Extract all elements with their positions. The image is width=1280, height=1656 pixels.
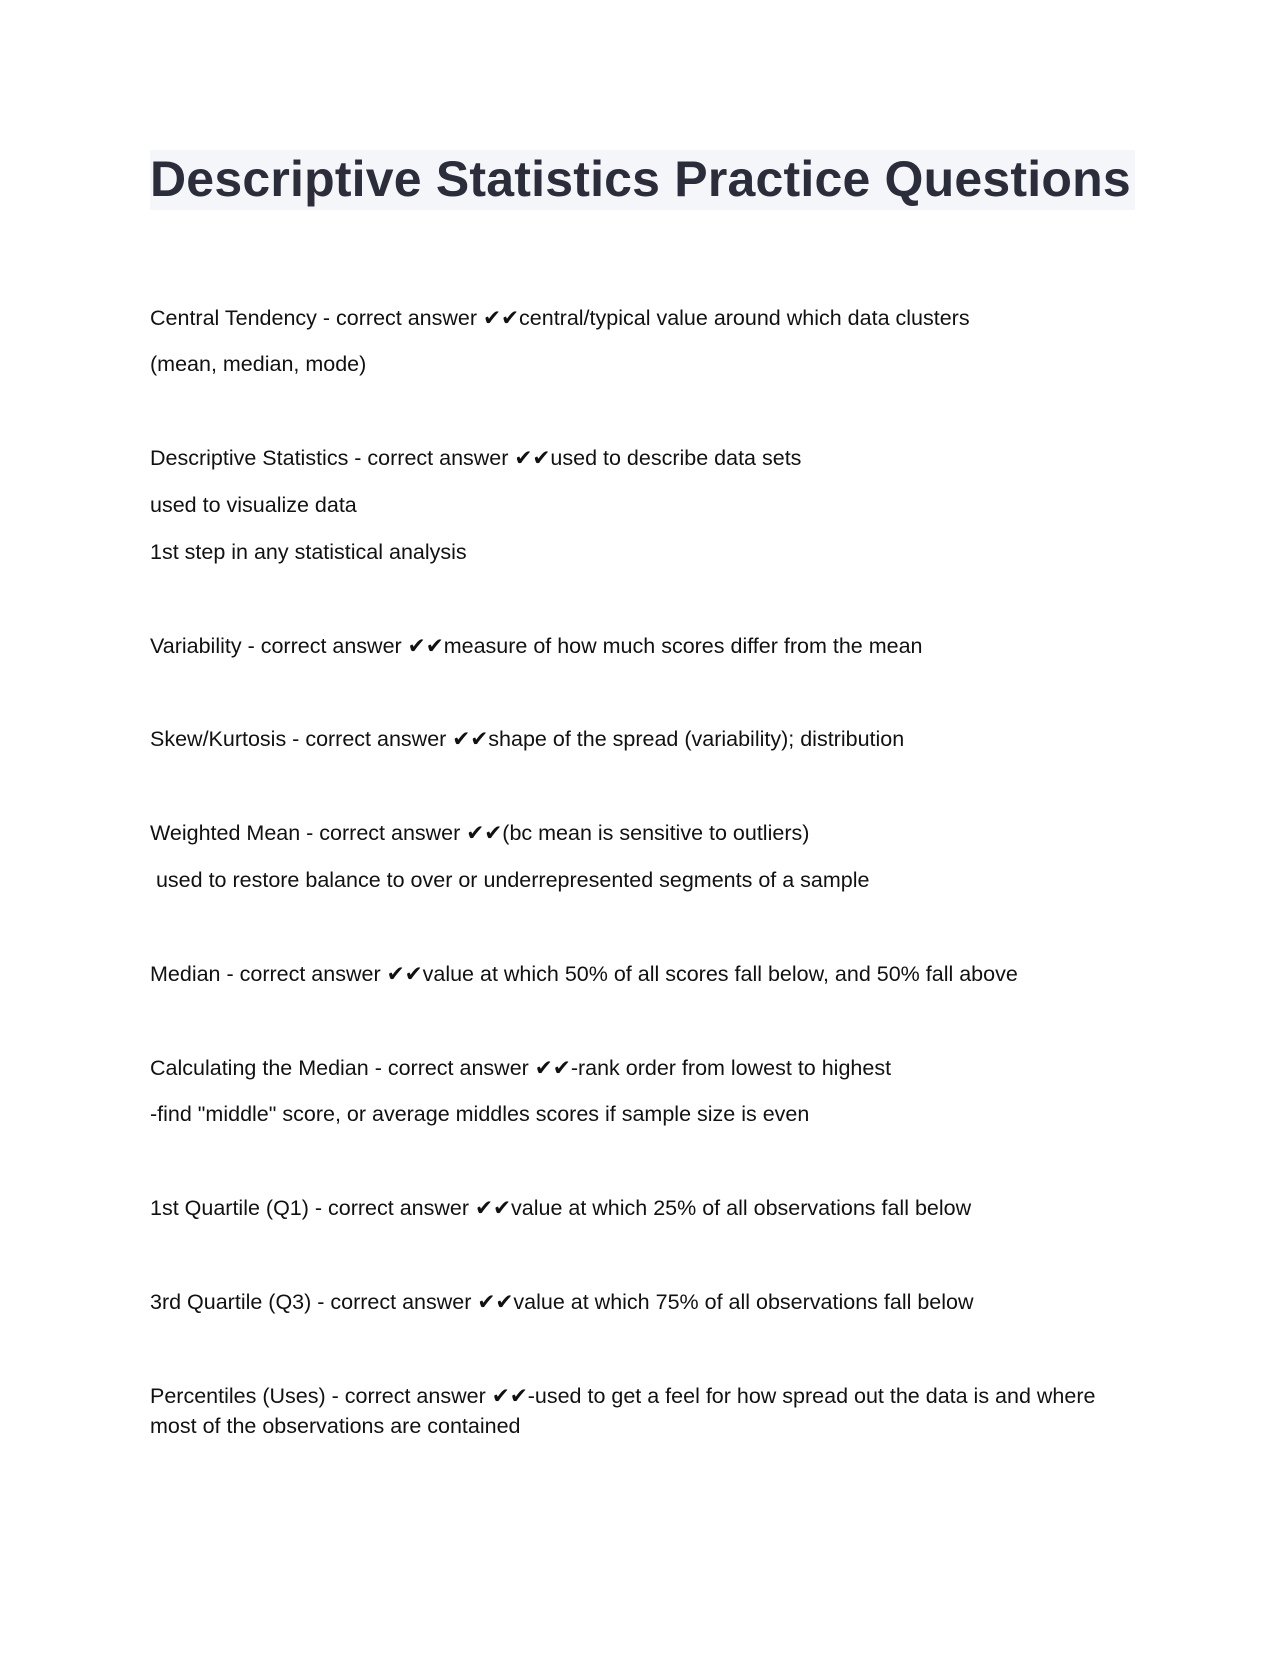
qa-line-calculating-median-cont: -find "middle" score, or average middles scores if sample size is even: [150, 1102, 810, 1126]
page-title: Descriptive Statistics Practice Questions: [150, 150, 1135, 210]
qa-line-descriptive-statistics: Descriptive Statistics - correct answer ✔✔used to describe data sets: [150, 446, 802, 470]
qa-line-descriptive-statistics-cont-1: used to visualize data: [150, 493, 357, 517]
qa-line-variability: Variability - correct answer ✔✔measure of how much scores differ from the mean: [150, 634, 923, 658]
qa-line-weighted-mean-cont: used to restore balance to over or underrepresented segments of a sample: [150, 868, 870, 892]
qa-line-central-tendency-cont: (mean, median, mode): [150, 352, 367, 376]
qa-line-skew-kurtosis: Skew/Kurtosis - correct answer ✔✔shape of the spread (variability); distribution: [150, 727, 905, 751]
qa-line-first-quartile: 1st Quartile (Q1) - correct answer ✔✔value at which 25% of all observations fall below: [150, 1196, 972, 1220]
qa-line-weighted-mean: Weighted Mean - correct answer ✔✔(bc mean is sensitive to outliers): [150, 821, 810, 845]
qa-line-central-tendency: Central Tendency - correct answer ✔✔central/typical value around which data clusters: [150, 306, 970, 330]
qa-line-percentiles: Percentiles (Uses) - correct answer ✔✔-used to get a feel for how spread out the data is and where most of the observations are contained: [150, 1384, 1096, 1438]
qa-line-median: Median - correct answer ✔✔value at which 50% of all scores fall below, and 50% fall above: [150, 962, 1018, 986]
qa-line-calculating-median: Calculating the Median - correct answer ✔✔-rank order from lowest to highest: [150, 1056, 892, 1080]
qa-line-third-quartile: 3rd Quartile (Q3) - correct answer ✔✔value at which 75% of all observations fall below: [150, 1290, 974, 1314]
qa-line-descriptive-statistics-cont-2: 1st step in any statistical analysis: [150, 540, 467, 564]
